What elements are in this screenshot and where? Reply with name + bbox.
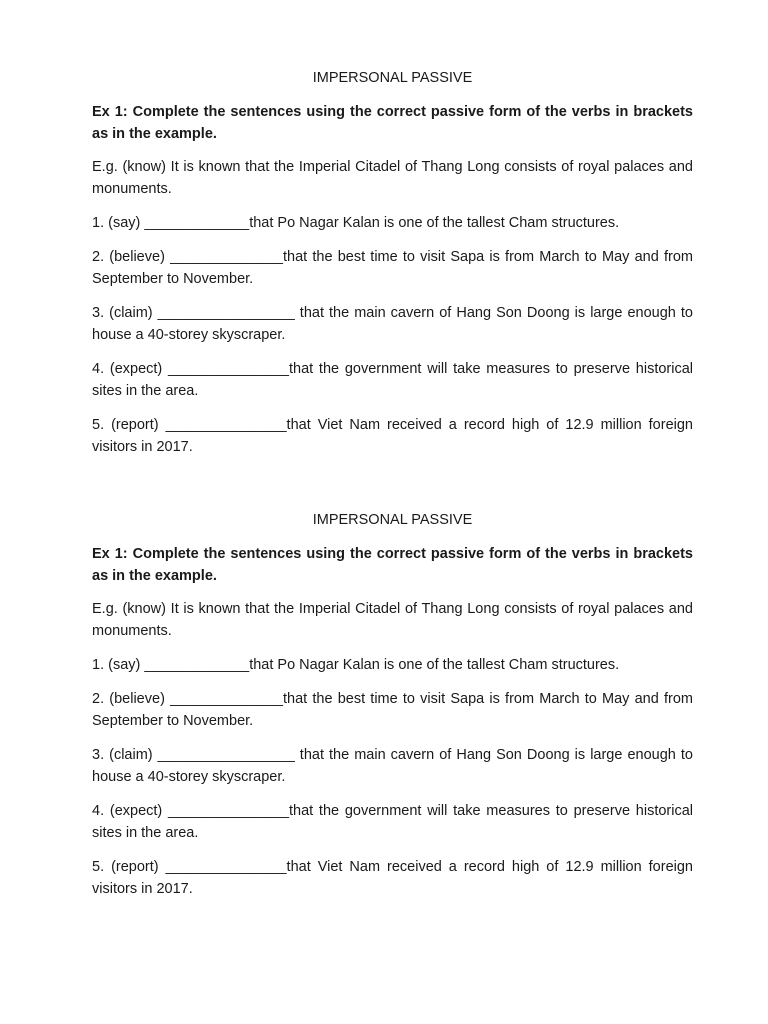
exercise-item-1: 1. (say) _____________that Po Nagar Kalan is one of the tallest Cham structures. — [92, 657, 620, 673]
exercise-item-1: 1. (say) _____________that Po Nagar Kalan is one of the tallest Cham structures. — [92, 215, 620, 231]
exercise-item-2: 2. (believe) ______________that the best time to visit Sapa is from March to May and from September to November. — [92, 249, 693, 287]
section-title: IMPERSONAL PASSIVE — [312, 512, 473, 528]
exercise-instruction: Ex 1: Complete the sentences using the correct passive form of the verbs in brackets as in the example. — [92, 104, 693, 142]
section-title: IMPERSONAL PASSIVE — [312, 70, 473, 86]
exercise-item-2: 2. (believe) ______________that the best time to visit Sapa is from March to May and from September to November. — [92, 691, 693, 729]
worksheet-section-1 — [92, 68, 693, 458]
exercise-item-3: 3. (claim) _________________ that the main cavern of Hang Son Doong is large enough to house a 40-storey skyscraper. — [92, 747, 693, 785]
exercise-item-5: 5. (report) _______________that Viet Nam received a record high of 12.9 million foreign visitors in 2017. — [92, 417, 693, 455]
exercise-item-5: 5. (report) _______________that Viet Nam received a record high of 12.9 million foreign visitors in 2017. — [92, 859, 693, 897]
exercise-instruction: Ex 1: Complete the sentences using the correct passive form of the verbs in brackets as in the example. — [92, 546, 693, 584]
exercise-item-4: 4. (expect) _______________that the government will take measures to preserve historical sites in the area. — [92, 361, 693, 399]
exercise-item-4: 4. (expect) _______________that the government will take measures to preserve historical sites in the area. — [92, 803, 693, 841]
exercise-item-3: 3. (claim) _________________ that the main cavern of Hang Son Doong is large enough to house a 40-storey skyscraper. — [92, 305, 693, 343]
worksheet-section-2 — [92, 510, 693, 900]
example-sentence: E.g. (know) It is known that the Imperial Citadel of Thang Long consists of royal palaces and monuments. — [92, 159, 693, 197]
example-sentence: E.g. (know) It is known that the Imperial Citadel of Thang Long consists of royal palaces and monuments. — [92, 601, 693, 639]
